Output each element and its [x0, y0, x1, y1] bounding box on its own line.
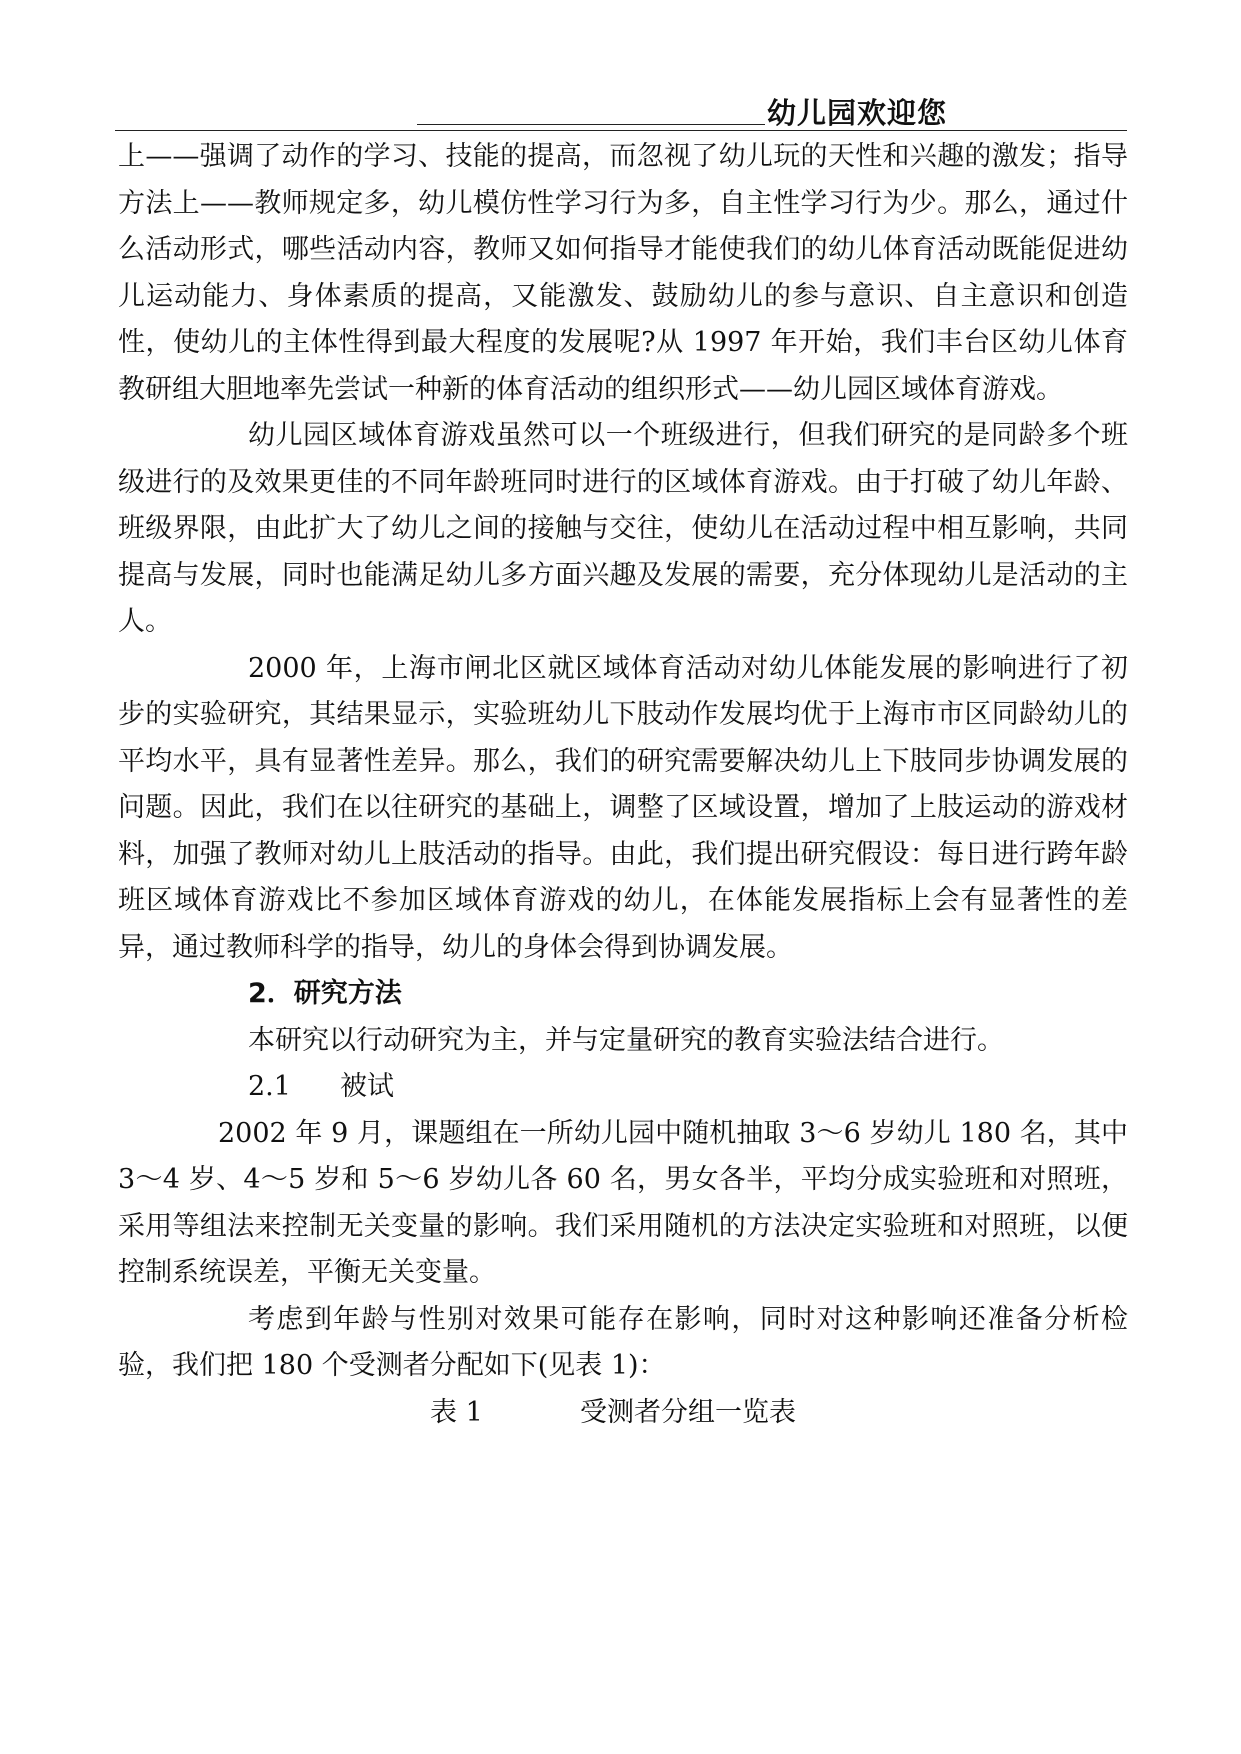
subsection-number: 2.1: [248, 1071, 291, 1102]
document-body: [118, 134, 1128, 1436]
subsection-heading: [118, 1064, 1128, 1111]
section-heading: 2．研究方法: [248, 978, 402, 1009]
table-number: 表 1: [430, 1396, 483, 1428]
section-intro: 本研究以行动研究为主，并与定量研究的教育实验法结合进行。: [248, 1024, 1004, 1056]
table-title: 受测者分组一览表: [580, 1396, 796, 1428]
header-title: 幼儿园欢迎您: [767, 96, 948, 130]
subsection-title: 被试: [340, 1071, 394, 1102]
paragraph-1: 上——强调了动作的学习、技能的提高，而忽视了幼儿玩的天性和兴趣的激发；指导方法上——教师规定多，幼儿模仿性学习行为多，自主性学习行为少。那么，通过什么活动形式，哪些活动内容，教师又如何指导才能使我们的幼儿体育活动既能促进幼儿运动能力、身体素质的提高，又能激发、鼓励幼儿的参与意识、自主意识和创造性，使幼儿的主体性得到最大程度的发展呢?从 1997 年开始，我们丰台区幼儿体育教研组大胆地率先尝试一种新的体育活动的组织形式——幼儿园区域体育游戏。: [118, 141, 1128, 405]
paragraph-2: 幼儿园区域体育游戏虽然可以一个班级进行，但我们研究的是同龄多个班级进行的及效果更佳的不同年龄班同时进行的区域体育游戏。由于打破了幼儿年龄、班级界限，由此扩大了幼儿之间的接触与交往，使幼儿在活动过程中相互影响，共同提高与发展，同时也能满足幼儿多方面兴趣及发展的需要，充分体现幼儿是活动的主人。: [118, 420, 1128, 637]
header-blank-line: [417, 124, 765, 125]
paragraph-3: 2000 年，上海市闸北区就区域体育活动对幼儿体能发展的影响进行了初步的实验研究，其结果显示，实验班幼儿下肢动作发展均优于上海市市区同龄幼儿的平均水平，具有显著性差异。那么，我们的研究需要解决幼儿上下肢同步协调发展的问题。因此，我们在以往研究的基础上，调整了区域设置，增加了上肢运动的游戏材料，加强了教师对幼儿上肢活动的指导。由此，我们提出研究假设：每日进行跨年龄班区域体育游戏比不参加区域体育游戏的幼儿，在体能发展指标上会有显著性的差异，通过教师科学的指导，幼儿的身体会得到协调发展。: [118, 652, 1128, 963]
allocation-paragraph: 考虑到年龄与性别对效果可能存在影响，同时对这种影响还准备分析检验，我们把 180 个受测者分配如下(见表 1)：: [118, 1303, 1128, 1381]
page-header: [115, 88, 1127, 131]
subjects-paragraph: 2002 年 9 月，课题组在一所幼儿园中随机抽取 3～6 岁幼儿 180 名，其中 3～4 岁、4～5 岁和 5～6 岁幼儿各 60 名，男女各半，平均分成实验班和对照班，采用等组法来控制无关变量的影响。我们采用随机的方法决定实验班和对照班，以便控制系统误差，平衡无关变量。: [118, 1117, 1128, 1288]
table-caption: [118, 1390, 1128, 1437]
